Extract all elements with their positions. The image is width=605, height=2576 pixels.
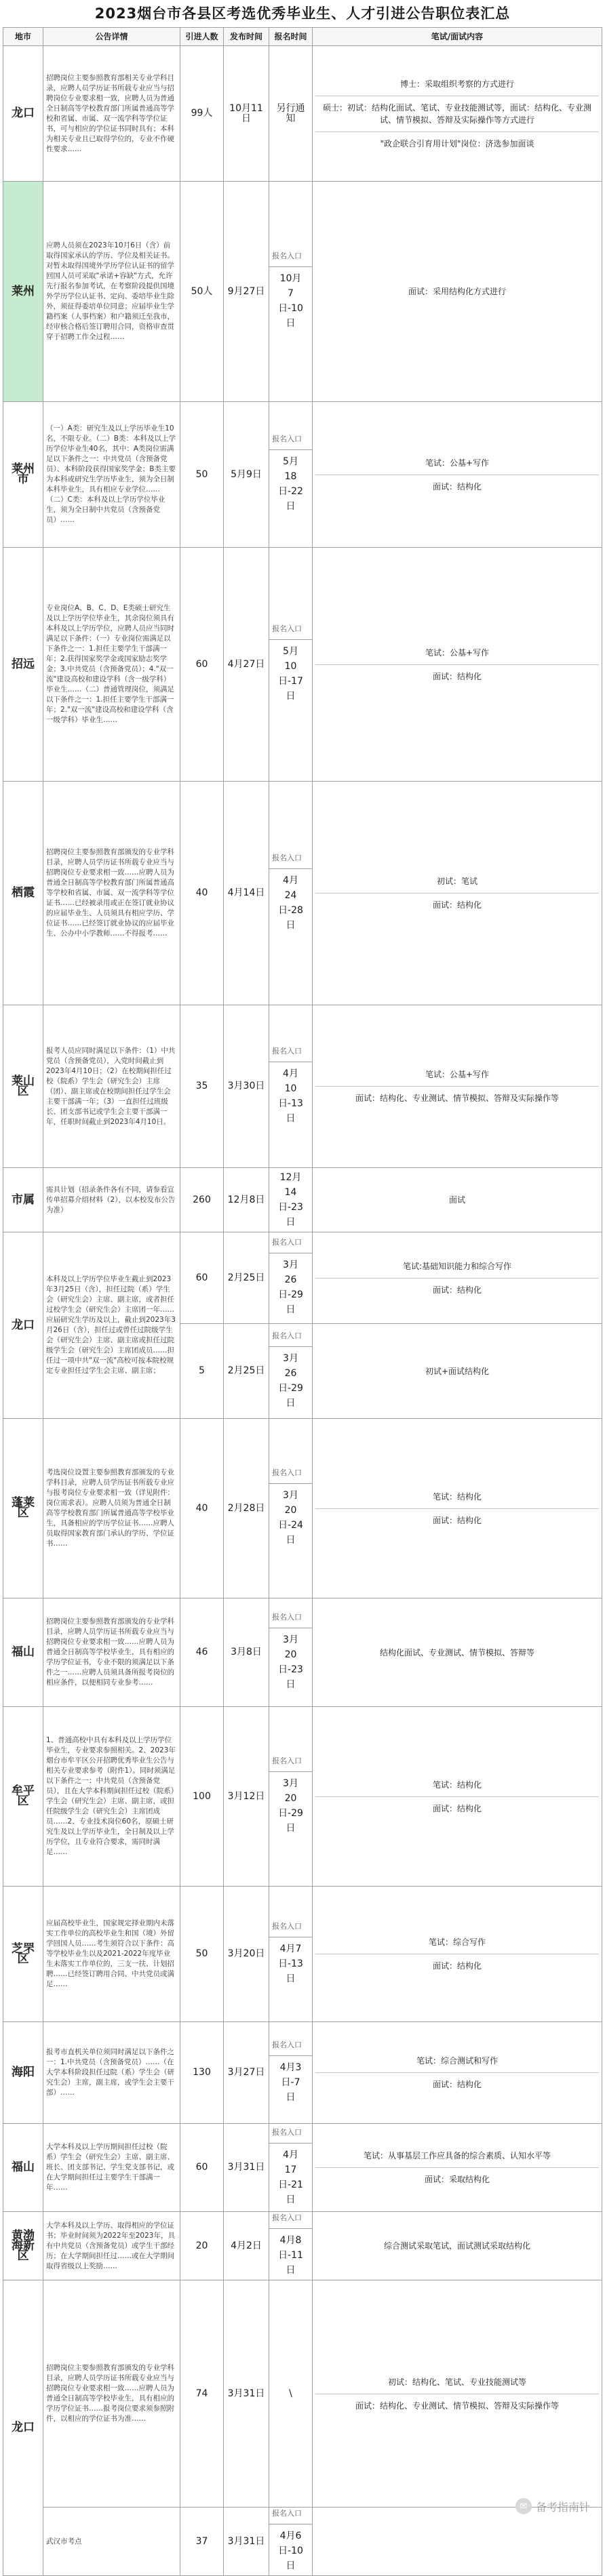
region-cell: 牟平区 <box>3 1707 43 1887</box>
registration-link[interactable]: 报名入口 <box>269 852 312 869</box>
region-cell: 市属 <box>3 1168 43 1232</box>
region-cell: 蓬莱区 <box>3 1419 43 1598</box>
detail-cell: 1、普通高校中具有本科及以上学历学位毕业生，专业要求参照相关。2、2023年烟台市牟平区公开招聘优秀毕业生公告与相关专业要求参考（附件1）。同时须满足以下条件之一：中共党员（含预备党员），且在大学本科期间担任过校（院系）学生会（研究生会）主席、副主席，或担任院级学生会（研究生会）主席团成员……2、专业技术岗位60名，原硕士研究生及以上学历毕业生，全日制及以上学历学位，且专业符合要求，需同时满足…… <box>43 1707 180 1887</box>
detail-cell: 考选岗位设置主要参照教育部颁发的专业学科目录，应聘人员学历证书所载专业应与报考岗位专业要求相一致（详见附件：岗位需求表）。应聘人员须为普通全日制高等学校教育部门所属普通高等学校毕业生，具备相应的学历学位证书……应聘人员取得国家教育部门承认的学历、学位证书…… <box>43 1419 180 1598</box>
date-cell: 3月27日 <box>224 2022 269 2124</box>
header-row <box>3 28 602 46</box>
exam-line: 硕士：初试：结构化面试、笔试、专业技能测试等，面试：结构化、专业测试、情节模拟、答辩及实际操作等方式进行 <box>315 96 599 132</box>
date-cell: 3月31日 <box>224 2508 269 2576</box>
positions-table <box>3 27 602 2576</box>
detail-cell: 招聘岗位主要参照教育部相关专业学科目录，应聘人员学历证书所载专业应当与招聘岗位专业要求相一致，应聘人员为普通全日制高等学校教育部门所属普通高等学校和省属、市属、双一流学科等学位证书，可与相应的学位证书同时具有；本科为相关专业且已取得学位的，专业不作硬性要求…… <box>43 46 180 182</box>
num-cell: 100 <box>180 1707 224 1887</box>
reg-date: 5月18日-22日 <box>278 456 303 512</box>
exam-line: 笔试：结构化 <box>315 1773 599 1797</box>
exam-cell <box>313 1707 602 1887</box>
region-cell: 招远 <box>3 548 43 782</box>
registration-link[interactable]: 报名入口 <box>269 250 312 267</box>
detail-cell: 招聘岗位主要参照教育部颁发的专业学科目录，应聘人员学历证书所载专业应当与招聘岗位专业要求相一致……应聘人员为普通全日制高等学校教育部门所属普通高等学校和省属、市属、双一流学科等学位证书……已经被录用或正在签订就业协议的应届毕业生、人员须具有相应学历、学位证书……已经签订就业协议的应届毕业生、公办中小学教师……不得报考…… <box>43 782 180 1005</box>
table-row <box>3 548 602 782</box>
num-cell: 40 <box>180 782 224 1005</box>
region-cell: 莱州 <box>3 182 43 402</box>
table-row <box>3 2022 602 2124</box>
reg-cell <box>269 782 313 1005</box>
table-row <box>3 2508 602 2576</box>
table-row <box>3 1168 602 1232</box>
reg-date: 3月20日-24日 <box>278 1490 303 1546</box>
exam-line: 博士：采取组织考察的方式进行 <box>315 73 599 96</box>
registration-link[interactable]: 报名入口 <box>269 2508 312 2524</box>
table-row <box>3 1887 602 2022</box>
reg-date: 4月24日-28日 <box>278 874 303 931</box>
num-cell: 60 <box>180 1232 224 1324</box>
exam-line: 初试：结构化、笔试、专业技能测试等 <box>315 2371 599 2394</box>
detail-cell: 大学本科及以上学历、取得相应的学位证书；毕业时间须为2022年至2023年，具有中共党员（含预备党员）或学生干部经历；在大学期间担任过……或在大学期间取得省级以上奖励…… <box>43 2212 180 2280</box>
header-num: 引进人数 <box>180 28 224 46</box>
exam-line: 面试：结构化、专业测试、情节模拟、答辩及实际操作等 <box>355 2400 559 2411</box>
reg-date: 4月8日-11日 <box>278 2235 303 2276</box>
date-cell: 2月25日 <box>224 1324 269 1419</box>
exam-line: 笔试:基础知识能力和综合写作 <box>315 1255 599 1279</box>
reg-cell <box>269 402 313 548</box>
num-cell: 74 <box>180 2280 224 2508</box>
region-cell: 龙口 <box>3 2280 43 2576</box>
exam-line: 笔试：公基+写作 <box>315 641 599 665</box>
detail-cell: （一）A类：研究生及以上学历毕业生10名，不限专业。（二）B类：本科及以上学历学位毕业生40名，其中：A类岗位需满足以下条件之一：中共党员（含预备党员）、本科阶段获得国家奖学金；B类主要为本科或研究生学历毕业生，须为全日制本科毕业生，具有相应专业学位……（二）C类：本科及以上学历学位毕业生，须为全日制中共党员（含预备党员）…… <box>43 402 180 548</box>
detail-cell: 专业岗位A、B、C、D、E类硕士研究生及以上学历学位毕业生，其余岗位须具有本科及以上学历学位，应聘人员应当同时满足以下条件：（一）专业岗位需满足以下条件之一：1.担任主要学生干部满一年；2.获得国家奖学金或国家励志奖学金；3.中共党员（含预备党员）；4."双一流"建设高校和建设学科（含一级学科）毕业生……（二）普通管理岗位，须满足以下条件之一：1.担任主要学生干部满一年；2."双一流"建设高校和建设学科（含一级学科）毕业生…… <box>43 548 180 782</box>
exam-line: 面试：结构化 <box>432 2080 482 2089</box>
exam-cell <box>313 1598 602 1707</box>
region-cell: 芝罘区 <box>3 1887 43 2022</box>
detail-cell: 大学本科及以上学历期间担任过校（院系）学生会（研究生会）主席、副主席、班长、团支部书记、学生党支部书记，或在大学期间担任过主要学生干部满一年…… <box>43 2124 180 2212</box>
exam-cell <box>313 782 602 1005</box>
exam-line: 结构化面试、专业测试、情节模拟、答辩等 <box>379 1647 534 1657</box>
num-cell: 40 <box>180 1419 224 1598</box>
header-exam: 笔试/面试内容 <box>313 28 602 46</box>
num-cell: 37 <box>180 2508 224 2576</box>
exam-line: 笔试：综合测试和写作 <box>315 2049 599 2073</box>
date-cell: 3月8日 <box>224 1598 269 1707</box>
exam-cell <box>313 402 602 548</box>
region-cell: 龙口 <box>3 1232 43 1419</box>
date-cell: 4月27日 <box>224 548 269 782</box>
exam-cell <box>313 1419 602 1598</box>
num-cell: 35 <box>180 1005 224 1168</box>
exam-cell <box>313 2022 602 2124</box>
detail-cell: 本科及以上学历学位毕业生截止到2023年3月25日（含），担任过院（系）学生会（研究生会）主席、副主席，或者担任过校学生会（研究生会）主席团一年……应届研究生学历及以上，截止到2023年3月26日（含），担任过或曾任过院级学生会（研究生会）主席、副主席或担任过院级学生会（研究生会）主席团成员……担任过一项中共"双一流"高校可按本院校规定专业担任过学生会主席、副主席； <box>43 1232 180 1419</box>
exam-line: 初试+面试结构化 <box>425 1366 490 1376</box>
date-cell: 10月11日 <box>224 46 269 182</box>
table-row <box>3 46 602 182</box>
date-cell: 5月9日 <box>224 402 269 548</box>
registration-link[interactable]: 报名入口 <box>269 1330 312 1347</box>
header-detail: 公告详情 <box>43 28 180 46</box>
date-cell: 3月20日 <box>224 1887 269 2022</box>
table-row <box>3 1419 602 1598</box>
reg-cell <box>269 2508 313 2576</box>
num-cell: 50 <box>180 1887 224 2022</box>
exam-line: 综合测试采取笔试，面试测试采取结构化 <box>383 2241 530 2251</box>
exam-cell <box>313 1324 602 1419</box>
exam-line: 面试：结构化 <box>432 481 482 491</box>
num-cell: 60 <box>180 2124 224 2212</box>
registration-link[interactable]: 报名入口 <box>269 1755 312 1772</box>
table-row <box>3 2124 602 2212</box>
page-title: 2023烟台市各县区考选优秀毕业生、人才引进公告职位表汇总 <box>94 5 511 22</box>
table-row <box>3 1707 602 1887</box>
num-cell: 260 <box>180 1168 224 1232</box>
reg-date: 12月14日-23日 <box>278 1172 303 1228</box>
date-cell: 9月27日 <box>224 182 269 402</box>
exam-cell <box>313 46 602 182</box>
registration-link[interactable]: 报名入口 <box>269 2127 312 2144</box>
registration-link[interactable]: 报名入口 <box>269 1611 312 1628</box>
reg-cell <box>269 1324 313 1419</box>
reg-date: 3月26日-29日 <box>278 1352 303 1409</box>
detail-cell: 报考人员应同时满足以下条件：（1）中共党员（含预备党员），入党时间截止到2023年4月10日；（2）在校期间担任过校（院系）学生会（研究生会）主席（团）、副主席或在校期间担任过学生会主要干部满一年；（3）一直担任过班级长、团支部书记或学生会主要干部满一年，任职时间截止到2023年4月10日。 <box>43 1005 180 1168</box>
table-row <box>3 182 602 402</box>
reg-date: 4月6日-10日 <box>278 2531 303 2571</box>
date-cell: 4月2日 <box>224 2212 269 2280</box>
detail-cell: 需具计划（招录条件各有不同，请参看宣传单招募介绍材料（2），以本校发布公告为准） <box>43 1168 180 1232</box>
wechat-icon: ✉ <box>515 2498 532 2514</box>
header-date: 发布时间 <box>224 28 269 46</box>
reg-cell <box>269 2212 313 2280</box>
exam-line: 面试：结构化 <box>432 1803 482 1813</box>
exam-cell <box>313 1168 602 1232</box>
watermark-text: 备考指南针 <box>535 2500 590 2514</box>
table-row <box>3 1005 602 1168</box>
detail-cell: 报考市直机关单位须同时满足以下条件之一：1.中共党员（含预备党员）……（在大学本科阶段担任过院（系）学生会（研究生会）主席，副主席，或学生会主要干部）…… <box>43 2022 180 2124</box>
num-cell: 99人 <box>180 46 224 182</box>
reg-cell <box>269 1419 313 1598</box>
region-cell: 海阳 <box>3 2022 43 2124</box>
exam-line: 笔试：公基+写作 <box>315 1063 599 1087</box>
registration-link[interactable]: 报名入口 <box>269 1236 312 1253</box>
exam-line: 面试 <box>448 1195 465 1205</box>
exam-cell <box>313 2212 602 2280</box>
exam-line: 面试：结构化 <box>432 1961 482 1971</box>
registration-link[interactable]: 报名入口 <box>269 433 312 450</box>
exam-cell <box>313 2508 602 2576</box>
reg-cell <box>269 1707 313 1887</box>
exam-line: 面试：结构化 <box>432 900 482 910</box>
table-row <box>3 2280 602 2508</box>
reg-date: 3月26日-29日 <box>278 1260 303 1315</box>
date-cell: 2月28日 <box>224 1419 269 1598</box>
table-row <box>3 402 602 548</box>
table-row <box>3 2212 602 2280</box>
reg-date: 5月10日-17日 <box>278 646 303 702</box>
exam-line: 面试：采取结构化 <box>424 2175 490 2184</box>
num-cell: 50 <box>180 402 224 548</box>
reg-date: 4月17日-21日 <box>278 2149 303 2205</box>
header-reg: 报名时间 <box>269 28 313 46</box>
num-cell: 5 <box>180 1324 224 1419</box>
detail-cell: 应聘人员须在2023年10月6日（含）前取得国家承认的学历、学位及相关证书。对暂未取得国境外学历学位认证书的留学回国人员可采取"承诺+容缺"方式，允许先行报名参加考试，在考察阶段提供国境外学历学位认证书、定向、委培毕业生除外，须征得委培单位同意；应届毕业生学籍档案（人事档案）和户籍须迁至我市，经审核合格后签订聘用合同，资格审查贯穿于招聘工作全过程…… <box>43 182 180 402</box>
region-cell: 莱州市 <box>3 402 43 548</box>
exam-line: 面试：结构化 <box>432 1515 482 1525</box>
exam-line: 面试：结构化 <box>432 1285 482 1295</box>
reg-date: 10月7日-10日 <box>278 273 303 329</box>
region-cell: 莱山区 <box>3 1005 43 1168</box>
region-cell: 龙口 <box>3 46 43 182</box>
date-cell: 12月8日 <box>224 1168 269 1232</box>
registration-link[interactable]: 报名入口 <box>269 1045 312 1062</box>
reg-cell <box>269 2124 313 2212</box>
reg-cell <box>269 1168 313 1232</box>
watermark <box>515 2498 590 2514</box>
reg-cell <box>269 1232 313 1324</box>
date-cell: 3月30日 <box>224 1005 269 1168</box>
exam-cell <box>313 182 602 402</box>
num-cell: 130 <box>180 2022 224 2124</box>
exam-cell <box>313 1232 602 1324</box>
region-cell: 福山 <box>3 1598 43 1707</box>
exam-line: 笔试：公基+写作 <box>315 451 599 475</box>
reg-cell <box>269 1598 313 1707</box>
num-cell: 50人 <box>180 182 224 402</box>
exam-line: 笔试：从事基层工作应具备的综合素质、认知水平等 <box>315 2144 599 2168</box>
reg-cell: \ <box>269 2280 313 2508</box>
detail-cell: 招聘岗位主要参照教育部颁发的专业学科目录，应聘人员学历证书所载专业应当与招聘岗位专业要求相一致……应聘人员为普通全日制高等学校毕业生，具有相应的学历学位证书，专业不限的须满足以下条件之一……应聘人员须具备所报考岗位的相应条件，以便相同专业参考…… <box>43 1598 180 1707</box>
registration-link[interactable]: 报名入口 <box>269 1467 312 1484</box>
exam-line: 笔试：综合写作 <box>315 1931 599 1954</box>
reg-cell <box>269 1005 313 1168</box>
reg-cell <box>269 182 313 402</box>
exam-cell <box>313 2280 602 2508</box>
table-row <box>3 782 602 1005</box>
num-cell: 20 <box>180 2212 224 2280</box>
table-row <box>3 1598 602 1707</box>
reg-cell <box>269 2022 313 2124</box>
region-cell: 栖霞 <box>3 782 43 1005</box>
reg-cell <box>269 1887 313 2022</box>
num-cell: 46 <box>180 1598 224 1707</box>
exam-cell <box>313 1005 602 1168</box>
exam-cell <box>313 548 602 782</box>
region-cell: 黄渤海新区 <box>3 2212 43 2280</box>
exam-line: 面试：结构化、专业测试、情节模拟、答辩及实际操作等 <box>355 1093 559 1103</box>
detail-cell: 招聘岗位主要参照教育部颁发的专业学科目录，应聘人员学历证书所载专业应当与招聘岗位专业要求相一致……应聘人员为普通全日制高等学校毕业生，具有相应的学历学位证书……报考岗位要求须参照附件，以相应的学位证书为准…… <box>43 2280 180 2508</box>
table-row <box>3 1232 602 1324</box>
reg-cell <box>269 548 313 782</box>
reg-date: 3月20日-23日 <box>278 1634 303 1690</box>
reg-date: 4月10日-13日 <box>278 1068 303 1124</box>
date-cell: 3月31日 <box>224 2124 269 2212</box>
registration-link[interactable]: 报名入口 <box>269 1920 312 1937</box>
reg-date: 4月7日-13日 <box>278 1943 303 1984</box>
date-cell: 3月31日 <box>224 2280 269 2508</box>
exam-cell <box>313 1887 602 2022</box>
exam-line: 笔试：结构化 <box>315 1485 599 1509</box>
reg-date: 3月20日-29日 <box>278 1778 303 1834</box>
date-cell: 4月14日 <box>224 782 269 1005</box>
reg-date: 4月3日-7日 <box>279 2061 302 2103</box>
exam-line: 面试：采用结构化方式进行 <box>408 287 506 296</box>
registration-link[interactable]: 报名入口 <box>269 2039 312 2056</box>
exam-line: "政企联合引育用计划"岗位：济选参加面谈 <box>380 138 534 148</box>
detail-cell: 应届高校毕业生，国家规定择业期内未落实工作单位的高校毕业生和国（境）外留学回国人员……考生须符合以下条件：高等学校毕业生以及2021-2022年度毕业生未落实工作单位的，三支一扶、计划招聘……已经签订聘用合同、中共党员或满足…… <box>43 1887 180 2022</box>
exam-line: 初试：笔试 <box>315 870 599 893</box>
region-cell: 福山 <box>3 2124 43 2212</box>
header-region: 地市 <box>3 28 43 46</box>
exam-line: 面试：结构化 <box>432 671 482 681</box>
detail-cell: 武汉市考点 <box>43 2508 180 2576</box>
date-cell: 2月25日 <box>224 1232 269 1324</box>
exam-cell <box>313 2124 602 2212</box>
registration-link[interactable]: 报名入口 <box>269 623 312 640</box>
registration-link[interactable]: 报名入口 <box>269 2212 312 2229</box>
date-cell: 3月12日 <box>224 1707 269 1887</box>
reg-cell: 另行通知 <box>269 46 313 182</box>
num-cell: 60 <box>180 548 224 782</box>
